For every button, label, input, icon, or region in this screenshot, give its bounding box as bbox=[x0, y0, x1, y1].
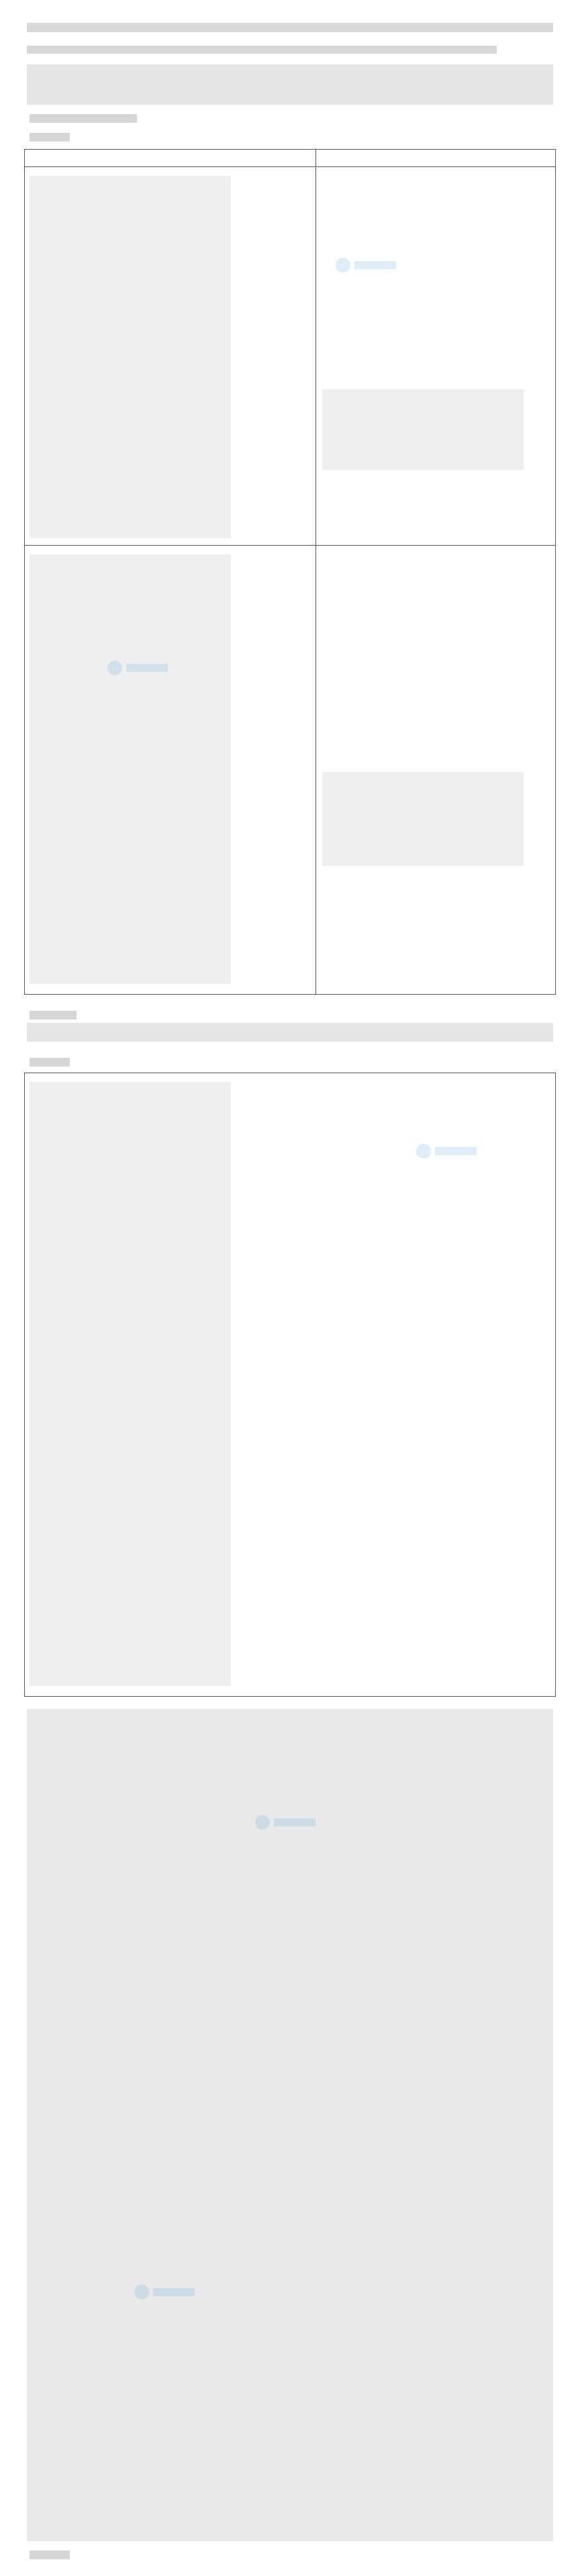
table-section-divider bbox=[24, 545, 556, 546]
intro-line bbox=[27, 46, 497, 54]
requirement-tag bbox=[30, 114, 137, 123]
watermark-logo bbox=[134, 2282, 196, 2302]
analysis-tag-3 bbox=[30, 2550, 70, 2559]
right-column-content-2 bbox=[322, 772, 524, 866]
watermark-logo bbox=[336, 255, 397, 275]
analysis-tag bbox=[30, 133, 70, 142]
extension-paragraph bbox=[27, 1023, 553, 1042]
watermark-logo bbox=[107, 658, 169, 678]
watermark-logo bbox=[255, 1812, 317, 1832]
analysis-tag-2 bbox=[30, 1058, 70, 1067]
left-column-content bbox=[30, 176, 231, 538]
watermark-logo bbox=[416, 1141, 478, 1161]
right-column-content bbox=[322, 389, 524, 470]
table-header-divider bbox=[24, 166, 556, 167]
extension-tag bbox=[30, 1011, 77, 1020]
material-2-paragraphs bbox=[27, 1709, 553, 2541]
topic-line bbox=[27, 23, 553, 32]
material-paragraph bbox=[27, 64, 553, 105]
consolidation-content bbox=[30, 1082, 231, 1686]
left-column-content-2 bbox=[30, 554, 231, 984]
